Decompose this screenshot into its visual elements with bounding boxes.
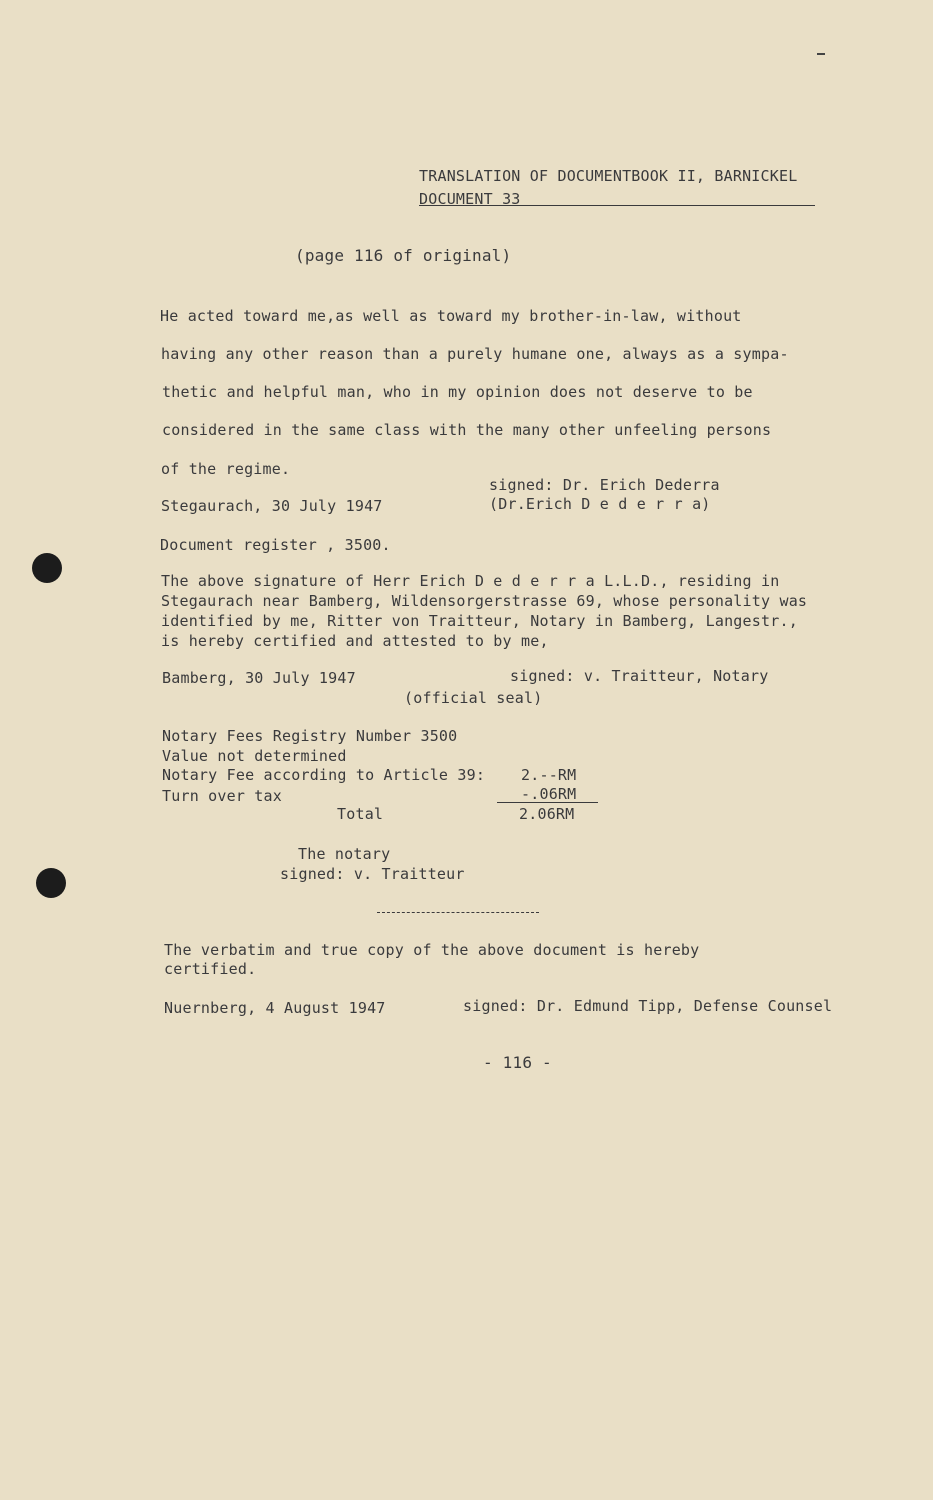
certification-line: Stegaurach near Bamberg, Wildensorgerstrasse 69, whose personality was [161,592,808,610]
punch-hole-top [32,553,62,583]
notary-signed: signed: v. Traitteur [280,865,465,883]
notary-title: The notary [298,845,391,863]
verbatim-line: certified. [164,960,257,978]
fee-registry: Notary Fees Registry Number 3500 [162,727,458,745]
certification-line: is hereby certified and attested to by me, [161,632,549,650]
total-rule [497,802,598,803]
header-document-number: DOCUMENT 33 [419,190,521,208]
fee-label: Notary Fee according to Article 39: [162,766,486,784]
punch-hole-bottom [36,868,66,898]
official-seal: (official seal) [404,689,543,707]
body-line: of the regime. [161,460,291,478]
certification-line: The above signature of Herr Erich D e d e r r a L.L.D., residing in [161,572,780,590]
section-separator [377,912,539,913]
final-signature: signed: Dr. Edmund Tipp, Defense Counsel [463,997,833,1015]
place-date: Stegaurach, 30 July 1947 [161,497,383,515]
body-line: thetic and helpful man, who in my opinion does not deserve to be [162,383,753,401]
certification-line: identified by me, Ritter von Traitteur, Notary in Bamberg, Langestr., [161,612,798,630]
body-line: considered in the same class with the many other unfeeling persons [162,421,772,439]
total-label: Total [337,805,384,823]
signature-name: (Dr.Erich D e d e r r a) [489,495,711,513]
notary-place-date: Bamberg, 30 July 1947 [162,669,356,687]
verbatim-line: The verbatim and true copy of the above document is hereby [164,941,700,959]
fee-value: Value not determined [162,747,347,765]
edge-mark [817,53,825,55]
tax-amount: -.06RM [521,785,577,803]
body-line: having any other reason than a purely humane one, always as a sympa- [161,345,789,363]
page-reference: (page 116 of original) [295,246,512,265]
total-amount: 2.06RM [519,805,575,823]
page-number: - 116 - [483,1053,552,1072]
signature-line: signed: Dr. Erich Dederra [489,476,720,494]
document-register: Document register , 3500. [160,536,391,554]
fee-amount: 2.--RM [521,766,577,784]
notary-signature: signed: v. Traitteur, Notary [510,667,769,685]
header-underline [419,205,815,206]
final-place-date: Nuernberg, 4 August 1947 [164,999,386,1017]
body-line: He acted toward me,as well as toward my brother-in-law, without [160,307,742,325]
tax-label: Turn over tax [162,787,282,805]
header-title: TRANSLATION OF DOCUMENTBOOK II, BARNICKEL [419,167,798,185]
